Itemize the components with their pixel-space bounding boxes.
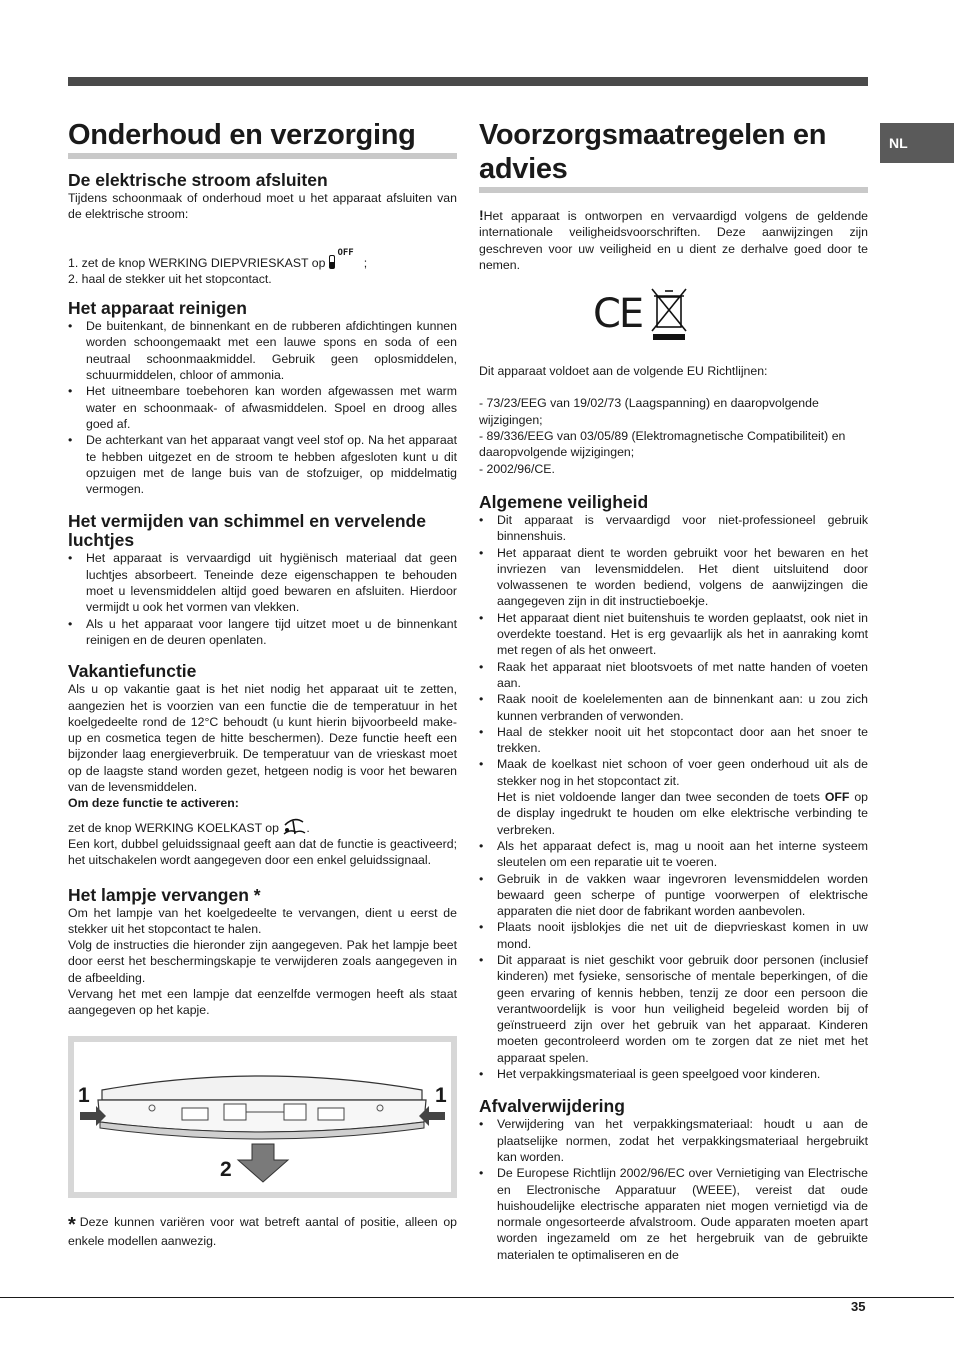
power-off-step-2: 2. haal de stekker uit het stopcontact. bbox=[68, 271, 272, 286]
list-item: • Het verpakkingsmateriaal is geen speelgoed voor kinderen. bbox=[479, 1066, 868, 1082]
power-off-steps bbox=[68, 245, 457, 288]
eu-intro: Dit apparaat voldoet aan de volgende EU Richtlijnen: bbox=[479, 364, 768, 379]
lamp-cover-illustration bbox=[74, 1042, 451, 1192]
figure-label-1-right: 1 bbox=[435, 1083, 447, 1107]
disposal-heading: Afvalverwijdering bbox=[479, 1096, 625, 1117]
list-item: • Dit apparaat is niet geschikt voor gebruik door personen (inclusief kinderen) met fysieke, sensorische of mentale beperkingen, of die geen ervaring of kennis hebben, tenzij ze door een persoon die verantwoordelijk is voor hun veiligheid begeleid worden bij of geïnstrueerd zijn over het gebruik van het apparaat. Kinderen moeten gecontroleerd worden om te zorgen dat ze niet met het apparaat spelen. bbox=[479, 952, 868, 1066]
lamp-p1: Om het lampje van het koelgedeelte te vervangen, dient u eerst de stekker uit het stopcontact te halen. bbox=[68, 905, 457, 936]
holiday-mode-icon bbox=[282, 816, 306, 836]
power-off-heading: De elektrische stroom afsluiten bbox=[68, 170, 328, 190]
holiday-activate-label: Om deze functie te activeren: bbox=[68, 796, 239, 811]
top-rule bbox=[68, 77, 868, 86]
list-item: • Het apparaat dient niet buitenshuis te worden geplaatst, ook niet in overdekte toestand. Het is erg gevaarlijk als het in aanraking komt met regen of als het onweert. bbox=[479, 610, 868, 659]
off-icon: OFF bbox=[337, 247, 354, 258]
list-item: • Het uitneembare toebehoren kan worden afgewassen met warm water en schoonmaak- of afwasmiddelen. Spoel en droog alles goed af. bbox=[68, 383, 457, 432]
list-item: • Als u het apparaat voor langere tijd uitzet moet u de binnenkant reinigen en de deuren openlaten. bbox=[68, 616, 457, 649]
eu-item-2: - 89/336/EEG van 03/05/89 (Elektromagnetische Compatibiliteit) en daaropvolgende wijzigingen; bbox=[479, 429, 846, 460]
maintenance-title: Onderhoud en verzorging bbox=[68, 118, 457, 159]
list-item: • Verwijdering van het verpakkingsmateriaal: houdt u aan de plaatselijke normen, zodat het verpakkingsmateriaal hergebruikt kan worden. bbox=[479, 1116, 868, 1165]
precautions-intro: !Het apparaat is ontworpen en vervaardigd volgens de geldende internationale veiligheidsvoorschriften. Deze aanwijzingen zijn geschreven voor uw veiligheid en u dient ze derhalve goed door te nemen. bbox=[479, 207, 868, 272]
list-item: • De buitenkant, de binnenkant en de rubberen afdichtingen kunnen worden schoongemaakt met een lauwe spons en soda of een neutraal schoonmaakmiddel. Gebruik geen oplosmiddelen, schuurmiddelen, chloor of ammonia. bbox=[68, 318, 457, 383]
precautions-title: Voorzorgsmaatregelen en advies bbox=[479, 118, 868, 193]
language-tab: NL bbox=[880, 123, 954, 163]
page-number: 35 bbox=[851, 1299, 866, 1314]
knob-icon bbox=[329, 255, 335, 269]
lamp-heading: Het lampje vervangen * bbox=[68, 884, 261, 905]
holiday-heading: Vakantiefunctie bbox=[68, 661, 197, 682]
disposal-list bbox=[479, 1116, 868, 1263]
mould-heading: Het vermijden van schimmel en vervelende luchtjes bbox=[68, 511, 426, 551]
safety-list bbox=[479, 512, 868, 1082]
eu-item-3: - 2002/96/CE. bbox=[479, 461, 555, 476]
compliance-logos bbox=[479, 273, 868, 363]
list-item: • Als het apparaat defect is, mag u nooit aan het interne systeem sleutelen om een reparatie uit te voeren. bbox=[479, 838, 868, 871]
list-item: • Het apparaat is vervaardigd uit hygiënisch materiaal dat geen luchtjes absorbeert. Teneinde deze eigenschappen te behouden moet u levensmiddelen altijd goed bewaren en afsluiten. Hierdoor vermijdt u ook het vormen van vlekken. bbox=[68, 550, 457, 615]
safety-heading: Algemene veiligheid bbox=[479, 491, 649, 512]
lamp-p3: Vervang het met een lampje dat eenzelfde vermogen heeft als staat aangegeven op het kapje. bbox=[68, 986, 457, 1018]
footnote: * Deze kunnen variëren voor wat betreft aantal of positie, alleen op enkele modellen aanwezig. bbox=[68, 1213, 457, 1248]
power-off-step-1: 1. zet de knop WERKING DIEPVRIESKAST $op^{OFF}$; bbox=[68, 247, 368, 270]
cleaning-list bbox=[68, 318, 457, 497]
bottom-rule bbox=[0, 1297, 954, 1298]
holiday-body: Als u op vakantie gaat is het niet nodig het apparaat uit te zetten, aangezien het is voorzien van een functie die de temperatuur in het koelgedeelte rond de 12°C behoudt (u kunt hierin bijvoorbeeld make-up en cosmetica tegen de hitte beschermen). Deze functie heeft een bijzonder laag energieverbruik. De temperatuur van de vrieskast moet op de laagste stand worden gezet, hetgeen nodig is voor het bewaren van de levensmiddelen. bbox=[68, 682, 457, 795]
off-key-label: OFF bbox=[824, 790, 850, 805]
ce-mark: CE bbox=[593, 291, 643, 338]
power-off-intro: Tijdens schoonmaak of onderhoud moet u het apparaat afsluiten van de elektrische stroom: bbox=[68, 191, 457, 222]
list-item: • Gebruik in de vakken waar ingevroren levensmiddelen worden bewaard geen scherpe of puntige voorwerpen of elektrische apparaten die niet door de fabrikant worden aanbevolen. bbox=[479, 871, 868, 920]
list-item: • Raak het apparaat niet blootsvoets of met natte handen of voeten aan. bbox=[479, 659, 868, 692]
lamp-figure bbox=[68, 1036, 457, 1198]
list-item: • Haal de stekker nooit uit het stopcontact door aan het snoer te trekken. bbox=[479, 724, 868, 757]
figure-label-2: 2 bbox=[220, 1157, 232, 1181]
lamp-p2: Volg de instructies die hieronder zijn aangegeven. Pak het lampje beet door eerst het beschermingskapje te verwijderen zoals aangegeven in de afbeelding. bbox=[68, 938, 457, 985]
holiday-step: zet de knop WERKING KOELKAST op . bbox=[68, 816, 457, 836]
list-item: • De Europese Richtlijn 2002/96/EC over Vernietiging van Electrische en Electronische Apparatuur (WEEE), vereist dat oude huishoudelijke electrische apparaten niet mogen vernietigd via de normale ongesorteerde afvalstroom. Oude apparaten moeten apart worden ingezameld om ze het hergebruik van de gebruikte materialen te optimaliseren en de bbox=[479, 1165, 868, 1263]
mould-list bbox=[68, 550, 457, 648]
list-item: • Het apparaat dient te worden gebruikt voor het bewaren en het invriezen van levensmiddelen. Het dient uitsluitend door volwassenen te worden bediend, volgens de aanwijzingen die aangegeven zijn in dit instructieboekje. bbox=[479, 545, 868, 610]
list-item: • Dit apparaat is vervaardigd voor niet-professioneel gebruik binnenshuis. bbox=[479, 512, 868, 545]
list-item: • Raak nooit de koelelementen aan de binnenkant aan: u zou zich kunnen verbranden of verwonden. bbox=[479, 691, 868, 724]
holiday-after: Een kort, dubbel geluidssignaal geeft aan dat de functie is geactiveerd; het uitschakelen wordt aangegeven door een enkel geluidssignaal. bbox=[68, 836, 457, 868]
figure-label-1-left: 1 bbox=[78, 1083, 90, 1107]
eu-item-1: - 73/23/EEG van 19/02/73 (Laagspanning) en daaropvolgende wijzigingen; bbox=[479, 396, 819, 427]
list-item: • Maak de koelkast niet schoon of voer geen onderhoud uit als de stekker nog in het stopcontact zit. Het is niet voldoende langer dan twee seconden de toets OFF op de display ingedrukt te houden om elke elektrische verbinding te verbreken. bbox=[479, 756, 868, 837]
weee-bin-icon bbox=[649, 287, 689, 341]
list-item: • De achterkant van het apparaat vangt veel stof op. Na het apparaat te hebben uitgezet en de stroom te hebben afgesloten kunt u dit opzuigen met de lange buis van de stofzuiger, op middelmatig vermogen. bbox=[68, 432, 457, 497]
left-column bbox=[68, 118, 457, 1249]
cleaning-heading: Het apparaat reinigen bbox=[68, 298, 247, 319]
right-column bbox=[479, 118, 868, 1263]
list-item: • Plaats nooit ijsblokjes die net uit de diepvrieskast komen in uw mond. bbox=[479, 919, 868, 952]
footnote-star: * bbox=[68, 1213, 76, 1236]
warning-mark: ! bbox=[479, 207, 484, 223]
